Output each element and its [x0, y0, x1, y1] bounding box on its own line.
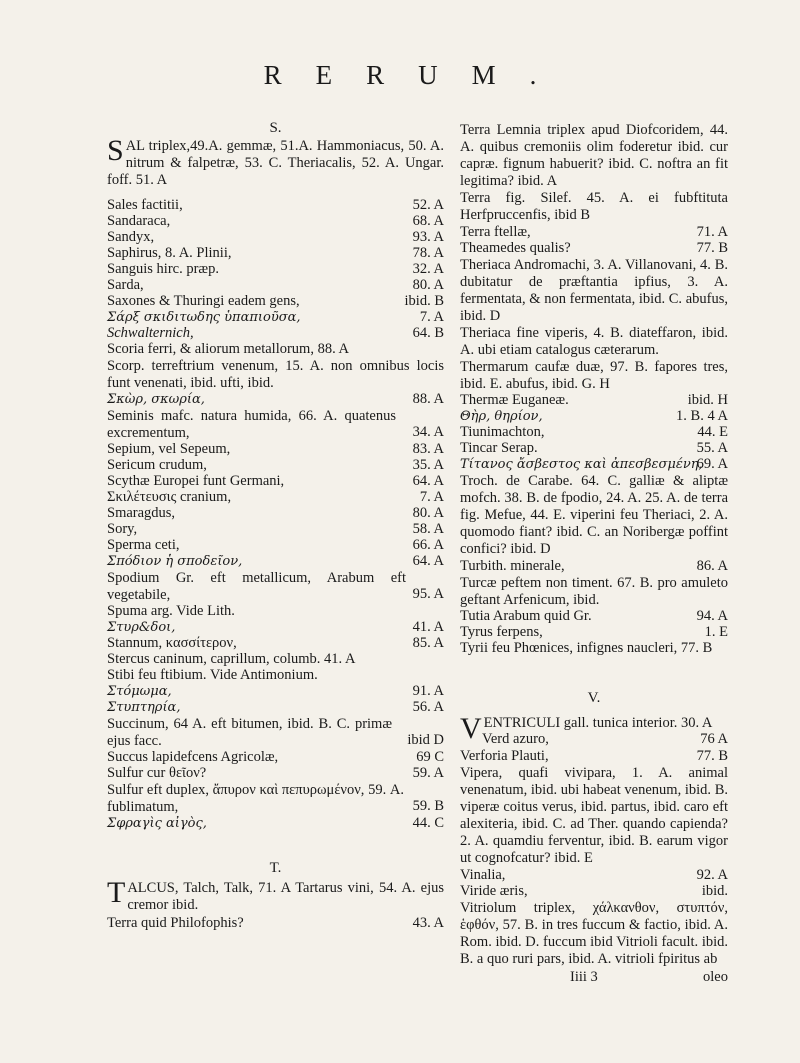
entry-ref: 71. A: [696, 224, 728, 240]
entry-ref: 59. A: [412, 765, 444, 781]
entry-ref: 94. A: [696, 608, 728, 624]
entry-ref: 95. A: [412, 586, 444, 602]
entry-term: Sulfur cur θεῖον?: [107, 765, 207, 781]
entry-term: Terra ftellæ,: [460, 224, 531, 240]
entry-ref: 43. A: [412, 915, 444, 931]
entry-term: Saxones & Thuringi eadem gens,: [107, 293, 300, 309]
entry-ref: 58. A: [412, 521, 444, 537]
entry-term: Σπόδιον ἡ σποδεῖον,: [107, 554, 243, 569]
entry-ref: ibid. B: [404, 293, 444, 309]
entry-term: Στυπτηρία,: [107, 700, 181, 715]
entry-sulfur-ref-line: [107, 799, 444, 815]
entry-term: Theamedes qualis?: [460, 240, 571, 256]
index-entry: [460, 749, 728, 765]
entry-scorp: Scorp. terreftrium venenum, 15. A. non omnibus locis funt venenati, ibid. ufti, ibid.: [107, 358, 444, 391]
entry-term: Scythæ Europei funt Germani,: [107, 473, 285, 489]
entry-ref: 41. A: [412, 619, 444, 635]
entry-ref: 64. A: [412, 473, 444, 489]
index-entry: [107, 684, 444, 700]
entry-term: Viride æris,: [460, 883, 528, 899]
entry-seminis-ref-line: [107, 425, 444, 441]
entry-term: Sales factitii,: [107, 197, 183, 213]
entry-ref: 64. B: [412, 325, 444, 341]
entry-succinum-ref-line: [107, 733, 444, 749]
entry-terra-lemnia: Terra Lemnia triplex apud Diofcoridem, 44. A. quibus cremoniis olim foderetur ibid. cur capræ. fignum habuerit? ibid. C. noftra an fit legitima? ibid. A: [460, 122, 728, 189]
entry-term: Thermæ Euganeæ.: [460, 392, 569, 408]
index-entry: [107, 294, 444, 310]
index-entry: [460, 732, 728, 748]
entry-term: Schwalternich,: [107, 325, 194, 341]
entry-ref: 93. A: [412, 229, 444, 245]
entry-ref: 1. B. 4 A: [676, 408, 728, 424]
entry-spodium-ref-line: [107, 587, 444, 603]
entry-term: Sarda,: [107, 277, 144, 293]
entry-term: Terra quid Philofophis?: [107, 915, 244, 931]
entry-ref: 59. B: [412, 798, 444, 814]
index-entry: [107, 554, 444, 570]
entry-term: Τίτανος ἄσβεστος καὶ ἀπεσβεσμένη,: [460, 457, 703, 472]
entry-thermarum: Thermarum caufæ duæ, 97. B. fapores tres, ibid. E. abufus, ibid. G. H: [460, 359, 728, 392]
entry-ref: 88. A: [412, 391, 444, 407]
index-entry: [460, 625, 728, 641]
entry-term: Stannum, κασσίτερον,: [107, 635, 237, 651]
entry-vipera: Vipera, quafi vivipara, 1. A. animal venenatum, ibid. ubi habeat venenum, ibid. B. viperæ coitus verus, ibid. partus, ibid. caro eft alexiteria, ibid. C. ad Ther. quando capienda? 2. A. quamdiu ferventur, ibid. B. earum vigor ut cognofcatur? ibid. E: [460, 765, 728, 866]
entry-term: Vinalia,: [460, 867, 506, 883]
entry-seminis: Seminis mafc. natura humida, 66. A. quatenus excrementum,: [107, 408, 396, 441]
index-entry: [107, 816, 444, 832]
entry-ref: 64. A: [412, 553, 444, 569]
entry-ventriculi-text: ENTRICULI gall. tunica interior. 30. A: [483, 715, 713, 731]
entry-ref: 44. C: [412, 815, 444, 831]
index-entry: [107, 458, 444, 474]
entry-term: Σφραγὶς αἰγὸς,: [107, 816, 207, 831]
entry-talcus: [107, 880, 444, 916]
entry-ref: 68. A: [412, 213, 444, 229]
entry-ref: 77. B: [696, 748, 728, 764]
index-entry: [107, 522, 444, 538]
entry-ref: 86. A: [696, 558, 728, 574]
entry-vitriolum: Vitriolum triplex, χάλκανθον, στυπτόν, ἑφθόν, 57. B. in tres fuccum & factio, ibid. A. Rom. ibid. D. fuccum ibid Vitrioli facult. ibid. B. a quo ruri pars, ibid. A. vitrioli fpiritus ab: [460, 900, 728, 967]
entry-ref: 7. A: [419, 489, 444, 505]
entry-ref: 35. A: [412, 457, 444, 473]
entry-theriaca-andromachi: Theriaca Andromachi, 3. A. Villanovani, 4. B. dubitatur de præftantia ipfius, 3. A. fermentata, & non fermentata, ibid. C. abufus, ibid. D: [460, 257, 728, 324]
entry-term: Sperma ceti,: [107, 537, 180, 553]
entry-ref: 85. A: [412, 635, 444, 651]
signature-mark: Iiii 3: [570, 969, 598, 985]
section-letter-t: T.: [269, 860, 282, 876]
drop-cap: T: [107, 880, 126, 909]
index-entry: [107, 766, 444, 782]
index-entry: [107, 278, 444, 294]
entry-ref: 76 A: [700, 731, 728, 747]
index-entry: [107, 620, 444, 636]
index-entry: [107, 230, 444, 246]
entry-ref: 83. A: [412, 441, 444, 457]
page-footer: [460, 970, 728, 986]
entry-term: Sory,: [107, 521, 138, 537]
entry-term: Verd azuro,: [482, 731, 549, 747]
entry-scoria: Scoria ferri, & aliorum metallorum, 88. A: [107, 341, 350, 357]
entry-ref: 80. A: [412, 505, 444, 521]
entry-spodium: Spodium Gr. eft metallicum, Arabum eft vegetabile,: [107, 570, 406, 603]
index-entry: [460, 457, 728, 473]
entry-term: Sandaraca,: [107, 213, 171, 229]
entry-term: Verforia Plauti,: [460, 748, 549, 764]
index-entry: [460, 868, 728, 884]
drop-cap: S: [107, 138, 124, 167]
entry-talcus-text: ALCUS, Talch, Talk, 71. A Tartarus vini, 54. A. ejus cremor ibid.: [127, 880, 444, 913]
index-entry: [460, 409, 728, 425]
entry-turcae: Turcæ peftem non timent. 67. B. pro amuleto geftant Arfenicum, ibid.: [460, 575, 728, 608]
entry-term: Σκὼρ, σκωρία,: [107, 392, 205, 407]
entry-term: Στόμωμα,: [107, 684, 172, 699]
index-entry: [107, 310, 444, 326]
entry-ref: ibid.: [701, 883, 728, 899]
entry-term: Sepium, vel Sepeum,: [107, 441, 231, 457]
entry-ref: 66. A: [412, 537, 444, 553]
entry-term: Succus lapidefcens Agricolæ,: [107, 749, 279, 765]
entry-ref: 7. A: [419, 309, 444, 325]
entry-ref: 78. A: [412, 245, 444, 261]
entry-ref: 56. A: [412, 699, 444, 715]
page-header: RERUM.: [263, 60, 571, 90]
index-entry: [107, 506, 444, 522]
entry-term: Saphirus, 8. A. Plinii,: [107, 245, 232, 261]
entry-term: Tutia Arabum quid Gr.: [460, 608, 592, 624]
entry-succinum: Succinum, 64 A. eft bitumen, ibid. B. C. primæ ejus facc.: [107, 716, 392, 749]
entry-term: Smaragdus,: [107, 505, 176, 521]
entry-term: Tyrus ferpens,: [460, 624, 543, 640]
entry-ref: 91. A: [412, 683, 444, 699]
index-entry: [107, 474, 444, 490]
index-entry: [107, 326, 444, 342]
entry-ref: 1. E: [704, 624, 728, 640]
entry-theriaca-fine: Theriaca fine viperis, 4. B. diateffaron, ibid. A. ubi etiam catalogus cæterarum.: [460, 325, 728, 358]
index-entry: [107, 262, 444, 278]
entry-tyrii: Tyrii feu Phœnices, infignes naucleri, 77. B: [460, 640, 713, 656]
index-entry: [107, 490, 444, 506]
index-entry: [107, 700, 444, 716]
entry-spuma: Spuma arg. Vide Lith.: [107, 603, 235, 619]
entry-ref: ibid D: [407, 732, 444, 748]
index-entry: [107, 214, 444, 230]
index-entry: [460, 425, 728, 441]
index-entry: [460, 559, 728, 575]
index-entry: [107, 392, 444, 408]
entry-ref: 52. A: [412, 197, 444, 213]
index-entry: [107, 198, 444, 214]
entry-ref: 44. E: [697, 424, 728, 440]
entry-ref: 80. A: [412, 277, 444, 293]
entry-term: Sericum crudum,: [107, 457, 207, 473]
entry-ref: 92. A: [696, 867, 728, 883]
entry-term: Turbith. minerale,: [460, 558, 565, 574]
index-entry: [460, 609, 728, 625]
catchword: oleo: [703, 969, 728, 985]
entry-term: Σάρξ σκιδιτωδης ὑπαπιοῦσα,: [107, 310, 301, 325]
entry-terra-silef: Terra fig. Silef. 45. A. ei fubftituta Herfpruccenfis, ibid B: [460, 190, 728, 223]
entry-term: Sandyx,: [107, 229, 155, 245]
index-entry: [107, 538, 444, 554]
entry-ref: 32. A: [412, 261, 444, 277]
index-entry: [460, 441, 728, 457]
index-entry: [460, 393, 728, 409]
index-entry: [460, 884, 728, 900]
entry-ref: 69. A: [696, 456, 728, 472]
index-entry: [107, 246, 444, 262]
drop-cap: V: [460, 712, 482, 745]
entry-troch: Troch. de Carabe. 64. C. galliæ & aliptæ mofch. 38. B. de fpodio, 24. A. 25. A. de terra fig. Mefue, 44. E. viperini feu Theriaci, 2. A. quomodo fiant? ibid. C. an Noribergæ poffint confici? ibid. D: [460, 473, 728, 557]
entry-sulfur: Sulfur eft duplex, ἄπυρον καὶ πεπυρωμένον, 59. A. fublimatum,: [107, 782, 404, 815]
entry-ref: ibid. H: [687, 392, 728, 408]
entry-term: Θὴρ, θηρίον,: [460, 409, 543, 424]
entry-term: Στυρ&δοι,: [107, 620, 176, 635]
entry-ref: 69 C: [416, 749, 444, 765]
index-entry: [107, 442, 444, 458]
section-letter-v: V.: [587, 690, 601, 706]
entry-term: Σκιλέτευσις cranium,: [107, 489, 232, 505]
index-entry: [107, 750, 444, 766]
entry-ref: 77. B: [696, 240, 728, 256]
index-entry: [460, 241, 728, 257]
entry-term: Tincar Serap.: [460, 440, 538, 456]
index-entry: [107, 636, 444, 652]
index-entry: [107, 916, 444, 932]
entry-stibi: Stibi feu ftibium. Vide Antimonium.: [107, 667, 318, 683]
entry-ref: 34. A: [412, 424, 444, 440]
entry-sal-text: AL triplex,49.A. gemmæ, 51.A. Hammoniacus, 50. A. nitrum & falpetræ, 53. C. Theriacalis, 52. A. Ungar. foff. 51. A: [107, 138, 444, 188]
index-entry: [460, 225, 728, 241]
entry-stercus: Stercus caninum, caprillum, columb. 41. A: [107, 651, 356, 667]
entry-sal: [107, 138, 444, 190]
entry-term: Tiunimachton,: [460, 424, 545, 440]
entry-term: Sanguis hirc. præp.: [107, 261, 219, 277]
section-letter-s: S.: [269, 120, 282, 136]
entry-ref: 55. A: [696, 440, 728, 456]
